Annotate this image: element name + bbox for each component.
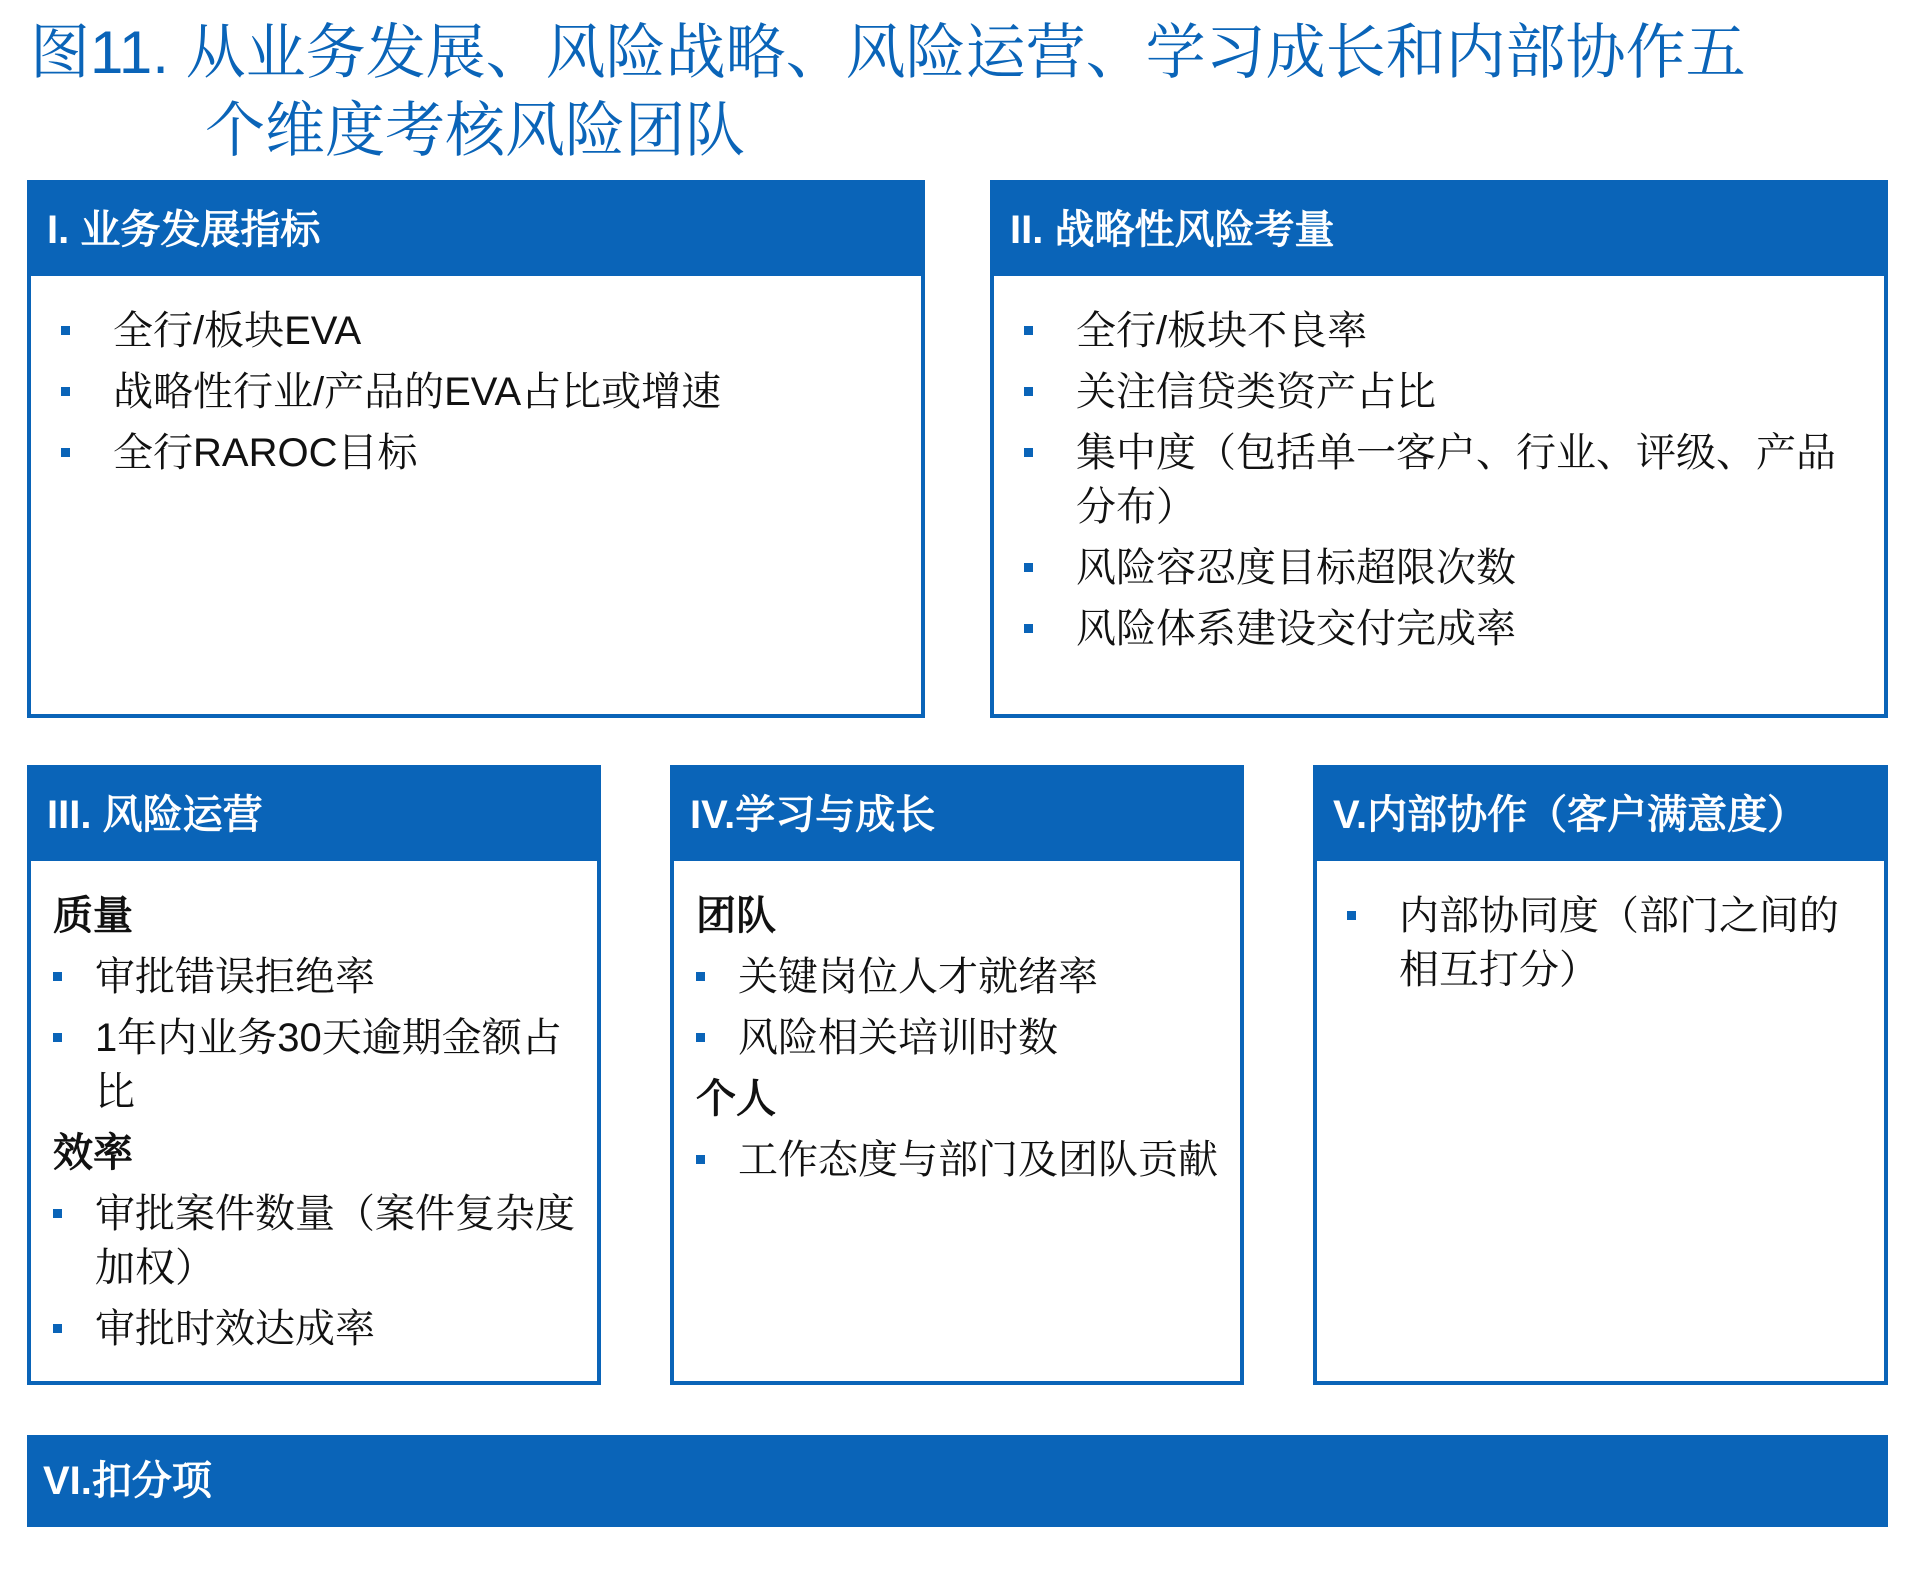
bullet-icon bbox=[61, 448, 70, 457]
panel-internal-collaboration bbox=[1313, 765, 1888, 1385]
list-item bbox=[1024, 602, 1864, 656]
list-item bbox=[1024, 365, 1864, 419]
group-label: 效率 bbox=[53, 1131, 133, 1175]
group-label: 团队 bbox=[696, 894, 776, 938]
title-line-1: 图11. 从业务发展、风险战略、风险运营、学习成长和内部协作五 bbox=[30, 19, 1746, 86]
list-item-text: 全行RAROC目标 bbox=[113, 431, 418, 475]
list-item-text: 审批时效达成率 bbox=[95, 1307, 375, 1351]
panel-header: IV.学习与成长 bbox=[674, 769, 1240, 861]
panel-body bbox=[674, 861, 1240, 1187]
figure-title bbox=[30, 14, 1890, 170]
bullet-icon bbox=[53, 1209, 62, 1218]
list-item bbox=[696, 950, 1220, 1004]
bullet-icon bbox=[1347, 911, 1356, 920]
bullet-icon bbox=[53, 972, 62, 981]
bullet-icon bbox=[1024, 448, 1033, 457]
panel-header: VI.扣分项 bbox=[27, 1435, 1888, 1527]
list-item bbox=[53, 1187, 577, 1295]
panel-risk-operations bbox=[27, 765, 601, 1385]
panel-strategic-risk bbox=[990, 180, 1888, 718]
list-item-text: 审批错误拒绝率 bbox=[95, 955, 375, 999]
panel-business-development bbox=[27, 180, 925, 718]
list-item-text: 集中度（包括单一客户、行业、评级、产品分布） bbox=[1076, 431, 1836, 529]
bullet-icon bbox=[696, 1155, 705, 1164]
list-item bbox=[53, 1302, 577, 1356]
list-item-text: 关键岗位人才就绪率 bbox=[738, 955, 1098, 999]
panel-header: I. 业务发展指标 bbox=[31, 184, 921, 276]
list-item bbox=[1347, 889, 1864, 997]
list-item-text: 工作态度与部门及团队贡献 bbox=[738, 1138, 1218, 1182]
panel-body bbox=[31, 276, 921, 480]
list-item bbox=[53, 950, 577, 1004]
list-item-text: 内部协同度（部门之间的相互打分） bbox=[1399, 894, 1839, 992]
list-item-text: 关注信贷类资产占比 bbox=[1076, 370, 1436, 414]
bullet-icon bbox=[53, 1324, 62, 1333]
list-item bbox=[1024, 304, 1864, 358]
panel-deductions bbox=[27, 1435, 1888, 1527]
group-label: 个人 bbox=[696, 1077, 776, 1121]
list-item-text: 风险容忍度目标超限次数 bbox=[1076, 546, 1516, 590]
list-item bbox=[1024, 426, 1864, 534]
bullet-icon bbox=[61, 387, 70, 396]
panel-header: II. 战略性风险考量 bbox=[994, 184, 1884, 276]
list-item-text: 1年内业务30天逾期金额占比 bbox=[95, 1016, 562, 1114]
list-item-text: 审批案件数量（案件复杂度加权） bbox=[95, 1192, 575, 1290]
list-item-text: 全行/板块EVA bbox=[113, 309, 362, 353]
list-item bbox=[53, 1011, 577, 1119]
list-item bbox=[61, 365, 901, 419]
list-item bbox=[696, 1133, 1220, 1187]
panel-header: V.内部协作（客户满意度） bbox=[1317, 769, 1884, 861]
bullet-icon bbox=[1024, 624, 1033, 633]
panel-body bbox=[31, 861, 597, 1356]
bullet-icon bbox=[61, 326, 70, 335]
panel-body bbox=[1317, 861, 1884, 997]
bullet-icon bbox=[1024, 563, 1033, 572]
panel-header: III. 风险运营 bbox=[31, 769, 597, 861]
list-item-text: 风险体系建设交付完成率 bbox=[1076, 607, 1516, 651]
bullet-icon bbox=[696, 972, 705, 981]
bullet-icon bbox=[1024, 387, 1033, 396]
panel-learning-growth bbox=[670, 765, 1244, 1385]
bullet-icon bbox=[696, 1033, 705, 1042]
list-item bbox=[61, 304, 901, 358]
list-item-text: 战略性行业/产品的EVA占比或增速 bbox=[113, 370, 722, 414]
title-line-2: 个维度考核风险团队 bbox=[205, 97, 745, 164]
list-item bbox=[1024, 541, 1864, 595]
list-item-text: 全行/板块不良率 bbox=[1076, 309, 1368, 353]
bullet-icon bbox=[1024, 326, 1033, 335]
list-item-text: 风险相关培训时数 bbox=[738, 1016, 1058, 1060]
list-item bbox=[696, 1011, 1220, 1065]
panel-body bbox=[994, 276, 1884, 656]
group-label: 质量 bbox=[53, 894, 133, 938]
bullet-icon bbox=[53, 1033, 62, 1042]
list-item bbox=[61, 426, 901, 480]
